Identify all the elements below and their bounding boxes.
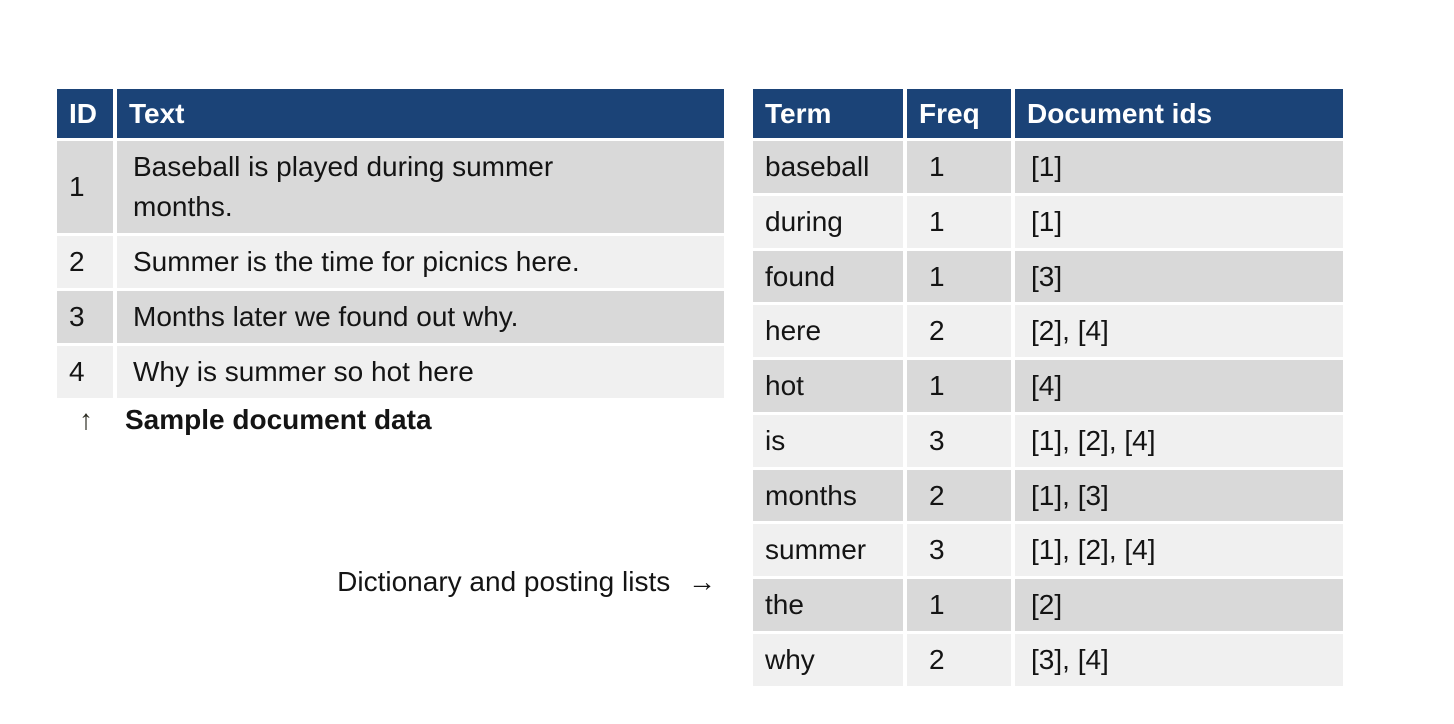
doc-text: Summer is the time for picnics here. — [133, 245, 580, 277]
freq-cell: 3 — [907, 524, 1011, 576]
document-table — [53, 86, 728, 401]
term-cell: baseball — [753, 141, 903, 193]
freq-cell: 2 — [907, 634, 1011, 686]
freq-cell: 1 — [907, 251, 1011, 303]
doc-id-cell: 1 — [57, 141, 113, 233]
document-table-header-row — [57, 89, 724, 138]
table-row — [57, 141, 724, 233]
document-caption-label: Sample document data — [125, 404, 432, 435]
document-table-header-text: Text — [117, 89, 724, 138]
term-cell: the — [753, 579, 903, 631]
freq-cell: 1 — [907, 360, 1011, 412]
term-cell: found — [753, 251, 903, 303]
freq-cell: 1 — [907, 196, 1011, 248]
table-row — [57, 346, 724, 398]
docids-cell: [1] — [1015, 141, 1343, 193]
term-cell: months — [753, 470, 903, 522]
docids-cell: [1], [3] — [1015, 470, 1343, 522]
document-table-caption — [79, 404, 432, 436]
up-arrow-icon: ↑ — [79, 404, 93, 435]
docids-cell: [1], [2], [4] — [1015, 415, 1343, 467]
doc-id-cell: 4 — [57, 346, 113, 398]
docids-cell: [1] — [1015, 196, 1343, 248]
table-row — [753, 251, 1343, 303]
table-row — [753, 141, 1343, 193]
index-table-header-docids: Document ids — [1015, 89, 1343, 138]
term-cell: here — [753, 305, 903, 357]
table-row — [753, 196, 1343, 248]
term-cell: why — [753, 634, 903, 686]
table-row — [753, 524, 1343, 576]
table-row — [753, 415, 1343, 467]
table-row — [57, 291, 724, 343]
dictionary-caption-label: Dictionary and posting lists — [337, 566, 671, 597]
dictionary-caption — [200, 566, 716, 598]
document-table-header-id: ID — [57, 89, 113, 138]
table-row — [753, 360, 1343, 412]
doc-id-cell: 2 — [57, 236, 113, 288]
right-arrow-icon: → — [688, 566, 716, 597]
freq-cell: 1 — [907, 579, 1011, 631]
doc-id-cell: 3 — [57, 291, 113, 343]
index-table-header-row — [753, 89, 1343, 138]
doc-text-cell — [117, 141, 724, 233]
index-table — [749, 86, 1347, 689]
table-row — [753, 305, 1343, 357]
freq-cell: 2 — [907, 305, 1011, 357]
doc-text: Baseball is played during summer months. — [133, 151, 554, 222]
freq-cell: 1 — [907, 141, 1011, 193]
table-row — [753, 634, 1343, 686]
table-row — [57, 236, 724, 288]
doc-text-cell — [117, 346, 724, 398]
doc-text-cell — [117, 291, 724, 343]
docids-cell: [2] — [1015, 579, 1343, 631]
term-cell: during — [753, 196, 903, 248]
term-cell: is — [753, 415, 903, 467]
doc-text: Months later we found out why. — [133, 300, 519, 332]
docids-cell: [1], [2], [4] — [1015, 524, 1343, 576]
docids-cell: [2], [4] — [1015, 305, 1343, 357]
index-table-header-freq: Freq — [907, 89, 1011, 138]
freq-cell: 3 — [907, 415, 1011, 467]
docids-cell: [3] — [1015, 251, 1343, 303]
term-cell: hot — [753, 360, 903, 412]
table-row — [753, 470, 1343, 522]
table-row — [753, 579, 1343, 631]
index-table-header-term: Term — [753, 89, 903, 138]
freq-cell: 2 — [907, 470, 1011, 522]
docids-cell: [3], [4] — [1015, 634, 1343, 686]
doc-text: Why is summer so hot here — [133, 355, 474, 387]
doc-text-cell — [117, 236, 724, 288]
docids-cell: [4] — [1015, 360, 1343, 412]
term-cell: summer — [753, 524, 903, 576]
